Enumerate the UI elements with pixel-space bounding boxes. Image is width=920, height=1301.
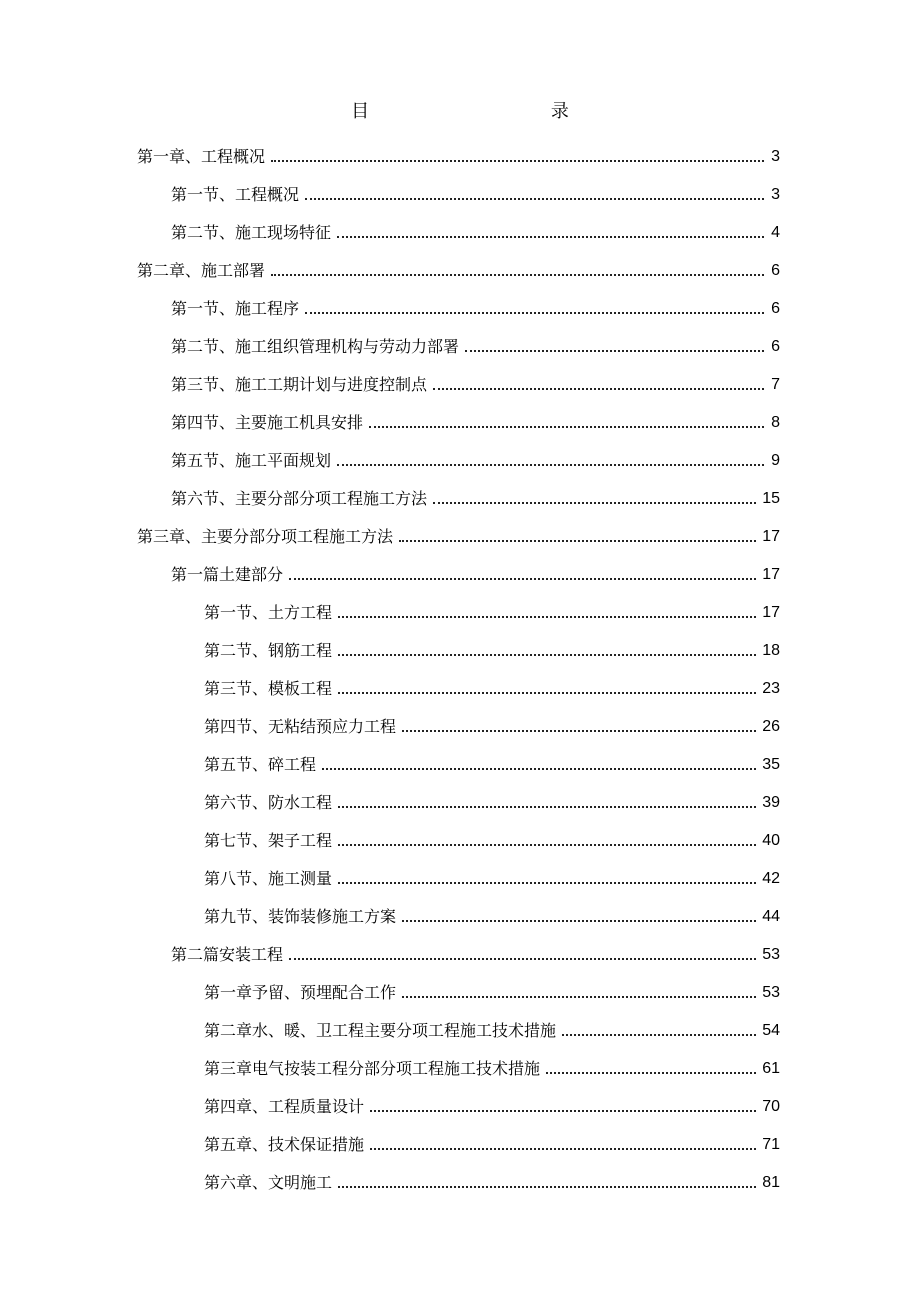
- toc-page-number: 9: [771, 452, 780, 469]
- toc-entry-text: 第六节、防水工程: [204, 793, 333, 812]
- toc-leader-dots: [338, 679, 756, 699]
- toc-entry-text: 第二节、钢筋工程: [204, 641, 333, 660]
- toc-entry-text: 第三节、模板工程: [204, 679, 333, 698]
- toc-entry-text: 第二章、施工部署: [137, 261, 266, 280]
- toc-entry-text: 第四章、工程质量设计: [204, 1097, 365, 1116]
- toc-entry-text: 第二章水、暖、卫工程主要分项工程施工技术措施: [204, 1021, 557, 1040]
- toc-leader-dots: [322, 755, 756, 775]
- toc-leader-dots: [465, 337, 764, 357]
- toc-title: 目 录: [351, 101, 657, 122]
- toc-entry[interactable]: [0, 442, 780, 480]
- toc-leader-dots: [338, 793, 756, 813]
- toc-entry-text: 第五章、技术保证措施: [204, 1135, 365, 1154]
- toc-entry-text: 第四节、无粘结预应力工程: [204, 717, 397, 736]
- toc-entry-text: 第一节、施工程序: [171, 299, 300, 318]
- toc-entry[interactable]: [0, 1126, 780, 1164]
- toc-list: [0, 138, 920, 1202]
- toc-page-number: 17: [762, 528, 780, 545]
- toc-page-number: 17: [762, 566, 780, 583]
- toc-entry[interactable]: [0, 1088, 780, 1126]
- toc-page-number: 7: [771, 376, 780, 393]
- toc-page-number: 6: [771, 262, 780, 279]
- toc-page-number: 8: [771, 414, 780, 431]
- toc-entry[interactable]: [0, 214, 780, 252]
- toc-leader-dots: [402, 717, 756, 737]
- toc-entry[interactable]: [0, 480, 780, 518]
- toc-entry[interactable]: [0, 366, 780, 404]
- toc-page-number: 70: [762, 1098, 780, 1115]
- toc-page-number: 6: [771, 338, 780, 355]
- toc-leader-dots: [289, 565, 756, 585]
- toc-leader-dots: [402, 907, 756, 927]
- toc-leader-dots: [399, 527, 756, 547]
- toc-leader-dots: [305, 299, 764, 319]
- toc-entry-text: 第六节、主要分部分项工程施工方法: [171, 489, 428, 508]
- toc-leader-dots: [402, 983, 756, 1003]
- toc-leader-dots: [370, 1097, 756, 1117]
- toc-entry[interactable]: [0, 898, 780, 936]
- toc-leader-dots: [338, 1173, 756, 1193]
- toc-entry[interactable]: [0, 784, 780, 822]
- toc-entry[interactable]: [0, 936, 780, 974]
- toc-entry-text: 第九节、装饰装修施工方案: [204, 907, 397, 926]
- toc-page-number: 26: [762, 718, 780, 735]
- toc-page-number: 61: [762, 1060, 780, 1077]
- toc-leader-dots: [338, 641, 756, 661]
- toc-entry-text: 第二节、施工现场特征: [171, 223, 332, 242]
- toc-entry[interactable]: [0, 670, 780, 708]
- toc-entry[interactable]: [0, 860, 780, 898]
- toc-entry[interactable]: [0, 632, 780, 670]
- toc-page-number: 3: [771, 148, 780, 165]
- toc-entry[interactable]: [0, 974, 780, 1012]
- toc-leader-dots: [337, 223, 764, 243]
- toc-entry-text: 第三节、施工工期计划与进度控制点: [171, 375, 428, 394]
- toc-page-number: 53: [762, 984, 780, 1001]
- toc-page-number: 40: [762, 832, 780, 849]
- toc-entry[interactable]: [0, 1164, 780, 1202]
- toc-entry-text: 第六章、文明施工: [204, 1173, 333, 1192]
- toc-entry[interactable]: [0, 138, 780, 176]
- toc-entry[interactable]: [0, 252, 780, 290]
- toc-leader-dots: [305, 185, 764, 205]
- toc-leader-dots: [271, 261, 764, 281]
- toc-page-number: 44: [762, 908, 780, 925]
- toc-leader-dots: [433, 489, 756, 509]
- toc-entry[interactable]: [0, 594, 780, 632]
- toc-entry[interactable]: [0, 404, 780, 442]
- toc-entry-text: 第五节、碎工程: [204, 755, 317, 774]
- toc-leader-dots: [433, 375, 764, 395]
- toc-entry[interactable]: [0, 556, 780, 594]
- toc-leader-dots: [338, 869, 756, 889]
- toc-entry-text: 第四节、主要施工机具安排: [171, 413, 364, 432]
- toc-page-number: 42: [762, 870, 780, 887]
- toc-page-number: 4: [771, 224, 780, 241]
- toc-entry-text: 第一章、工程概况: [137, 147, 266, 166]
- toc-entry-text: 第一节、土方工程: [204, 603, 333, 622]
- toc-page-number: 54: [762, 1022, 780, 1039]
- toc-entry-text: 第二篇安装工程: [171, 945, 284, 964]
- toc-page-number: 23: [762, 680, 780, 697]
- toc-entry-text: 第五节、施工平面规划: [171, 451, 332, 470]
- toc-leader-dots: [370, 1135, 756, 1155]
- toc-leader-dots: [337, 451, 764, 471]
- toc-entry-text: 第三章电气按装工程分部分项工程施工技术措施: [204, 1059, 541, 1078]
- toc-page-number: 35: [762, 756, 780, 773]
- toc-page-number: 81: [762, 1174, 780, 1191]
- toc-entry-text: 第二节、施工组织管理机构与劳动力部署: [171, 337, 460, 356]
- toc-page-number: 39: [762, 794, 780, 811]
- toc-leader-dots: [289, 945, 756, 965]
- toc-leader-dots: [338, 603, 756, 623]
- toc-entry-text: 第七节、架子工程: [204, 831, 333, 850]
- toc-page-number: 15: [762, 490, 780, 507]
- toc-entry-text: 第一章予留、预埋配合工作: [204, 983, 397, 1002]
- toc-leader-dots: [369, 413, 764, 433]
- toc-leader-dots: [546, 1059, 756, 1079]
- toc-entry[interactable]: [0, 822, 780, 860]
- toc-entry-text: 第八节、施工测量: [204, 869, 333, 888]
- toc-page-number: 53: [762, 946, 780, 963]
- toc-entry[interactable]: [0, 708, 780, 746]
- toc-entry[interactable]: [0, 290, 780, 328]
- toc-entry[interactable]: [0, 1012, 780, 1050]
- toc-leader-dots: [562, 1021, 756, 1041]
- toc-entry[interactable]: [0, 746, 780, 784]
- toc-page-number: 3: [771, 186, 780, 203]
- toc-entry[interactable]: [0, 328, 780, 366]
- toc-entry-text: 第一节、工程概况: [171, 185, 300, 204]
- toc-entry[interactable]: [0, 176, 780, 214]
- toc-entry[interactable]: [0, 1050, 780, 1088]
- toc-leader-dots: [338, 831, 756, 851]
- toc-page-number: 17: [762, 604, 780, 621]
- toc-entry-text: 第三章、主要分部分项工程施工方法: [137, 527, 394, 546]
- toc-leader-dots: [271, 147, 764, 167]
- toc-page-number: 18: [762, 642, 780, 659]
- toc-page-number: 6: [771, 300, 780, 317]
- toc-entry-text: 第一篇土建部分: [171, 565, 284, 584]
- toc-page-number: 71: [762, 1136, 780, 1153]
- toc-entry[interactable]: [0, 518, 780, 556]
